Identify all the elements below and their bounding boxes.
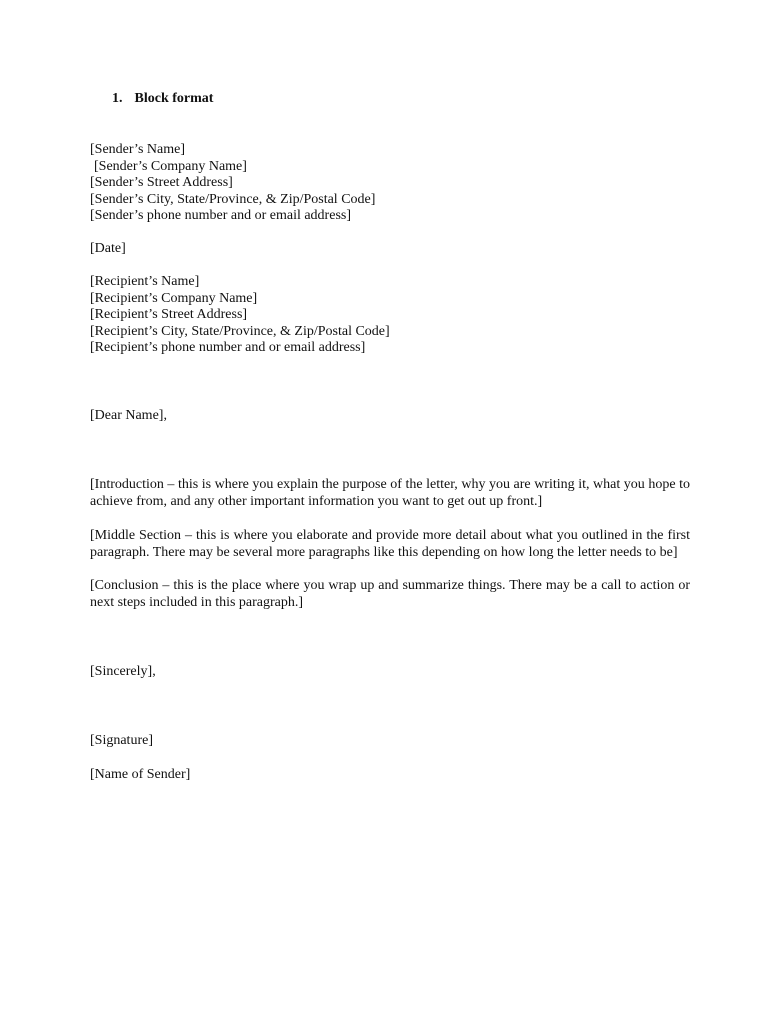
recipient-contact: [Recipient’s phone number and or email address]: [90, 340, 366, 355]
recipient-address-block: [90, 274, 390, 357]
recipient-city-state-zip: [Recipient’s City, State/Province, & Zip/Postal Code]: [90, 323, 390, 339]
sender-name-closing: [Name of Sender]: [90, 767, 191, 782]
sender-company-name: [Sender’s Company Name]: [94, 158, 247, 174]
sender-contact: [Sender’s phone number and or email address]: [90, 208, 351, 223]
conclusion-paragraph: [Conclusion – this is the place where you wrap up and summarize things. There may be a call to action or next steps included in this paragraph.]: [90, 578, 690, 610]
middle-section-paragraph: [Middle Section – this is where you elaborate and provide more detail about what you outlined in the first paragraph. There may be several more paragraphs like this depending on how long the letter needs to be]: [90, 528, 690, 560]
salutation: [Dear Name],: [90, 408, 167, 423]
closing: [Sincerely],: [90, 664, 156, 679]
recipient-street-address: [Recipient’s Street Address]: [90, 307, 248, 322]
signature: [Signature]: [90, 733, 153, 748]
sender-city-state-zip: [Sender’s City, State/Province, & Zip/Postal Code]: [90, 191, 376, 207]
section-heading: [112, 91, 213, 107]
recipient-name: [Recipient’s Name]: [90, 274, 200, 289]
heading-title: Block format: [134, 91, 214, 106]
recipient-company-name: [Recipient’s Company Name]: [90, 290, 258, 306]
sender-name: [Sender’s Name]: [90, 142, 185, 157]
sender-street-address: [Sender’s Street Address]: [90, 175, 233, 190]
letter-date: [Date]: [90, 241, 126, 256]
introduction-paragraph: [Introduction – this is where you explain the purpose of the letter, why you are writing it, what you hope to achieve from, and any other important information you want to get out up front.]: [90, 477, 690, 509]
heading-number: 1.: [112, 91, 123, 106]
sender-address-block: [90, 142, 375, 225]
